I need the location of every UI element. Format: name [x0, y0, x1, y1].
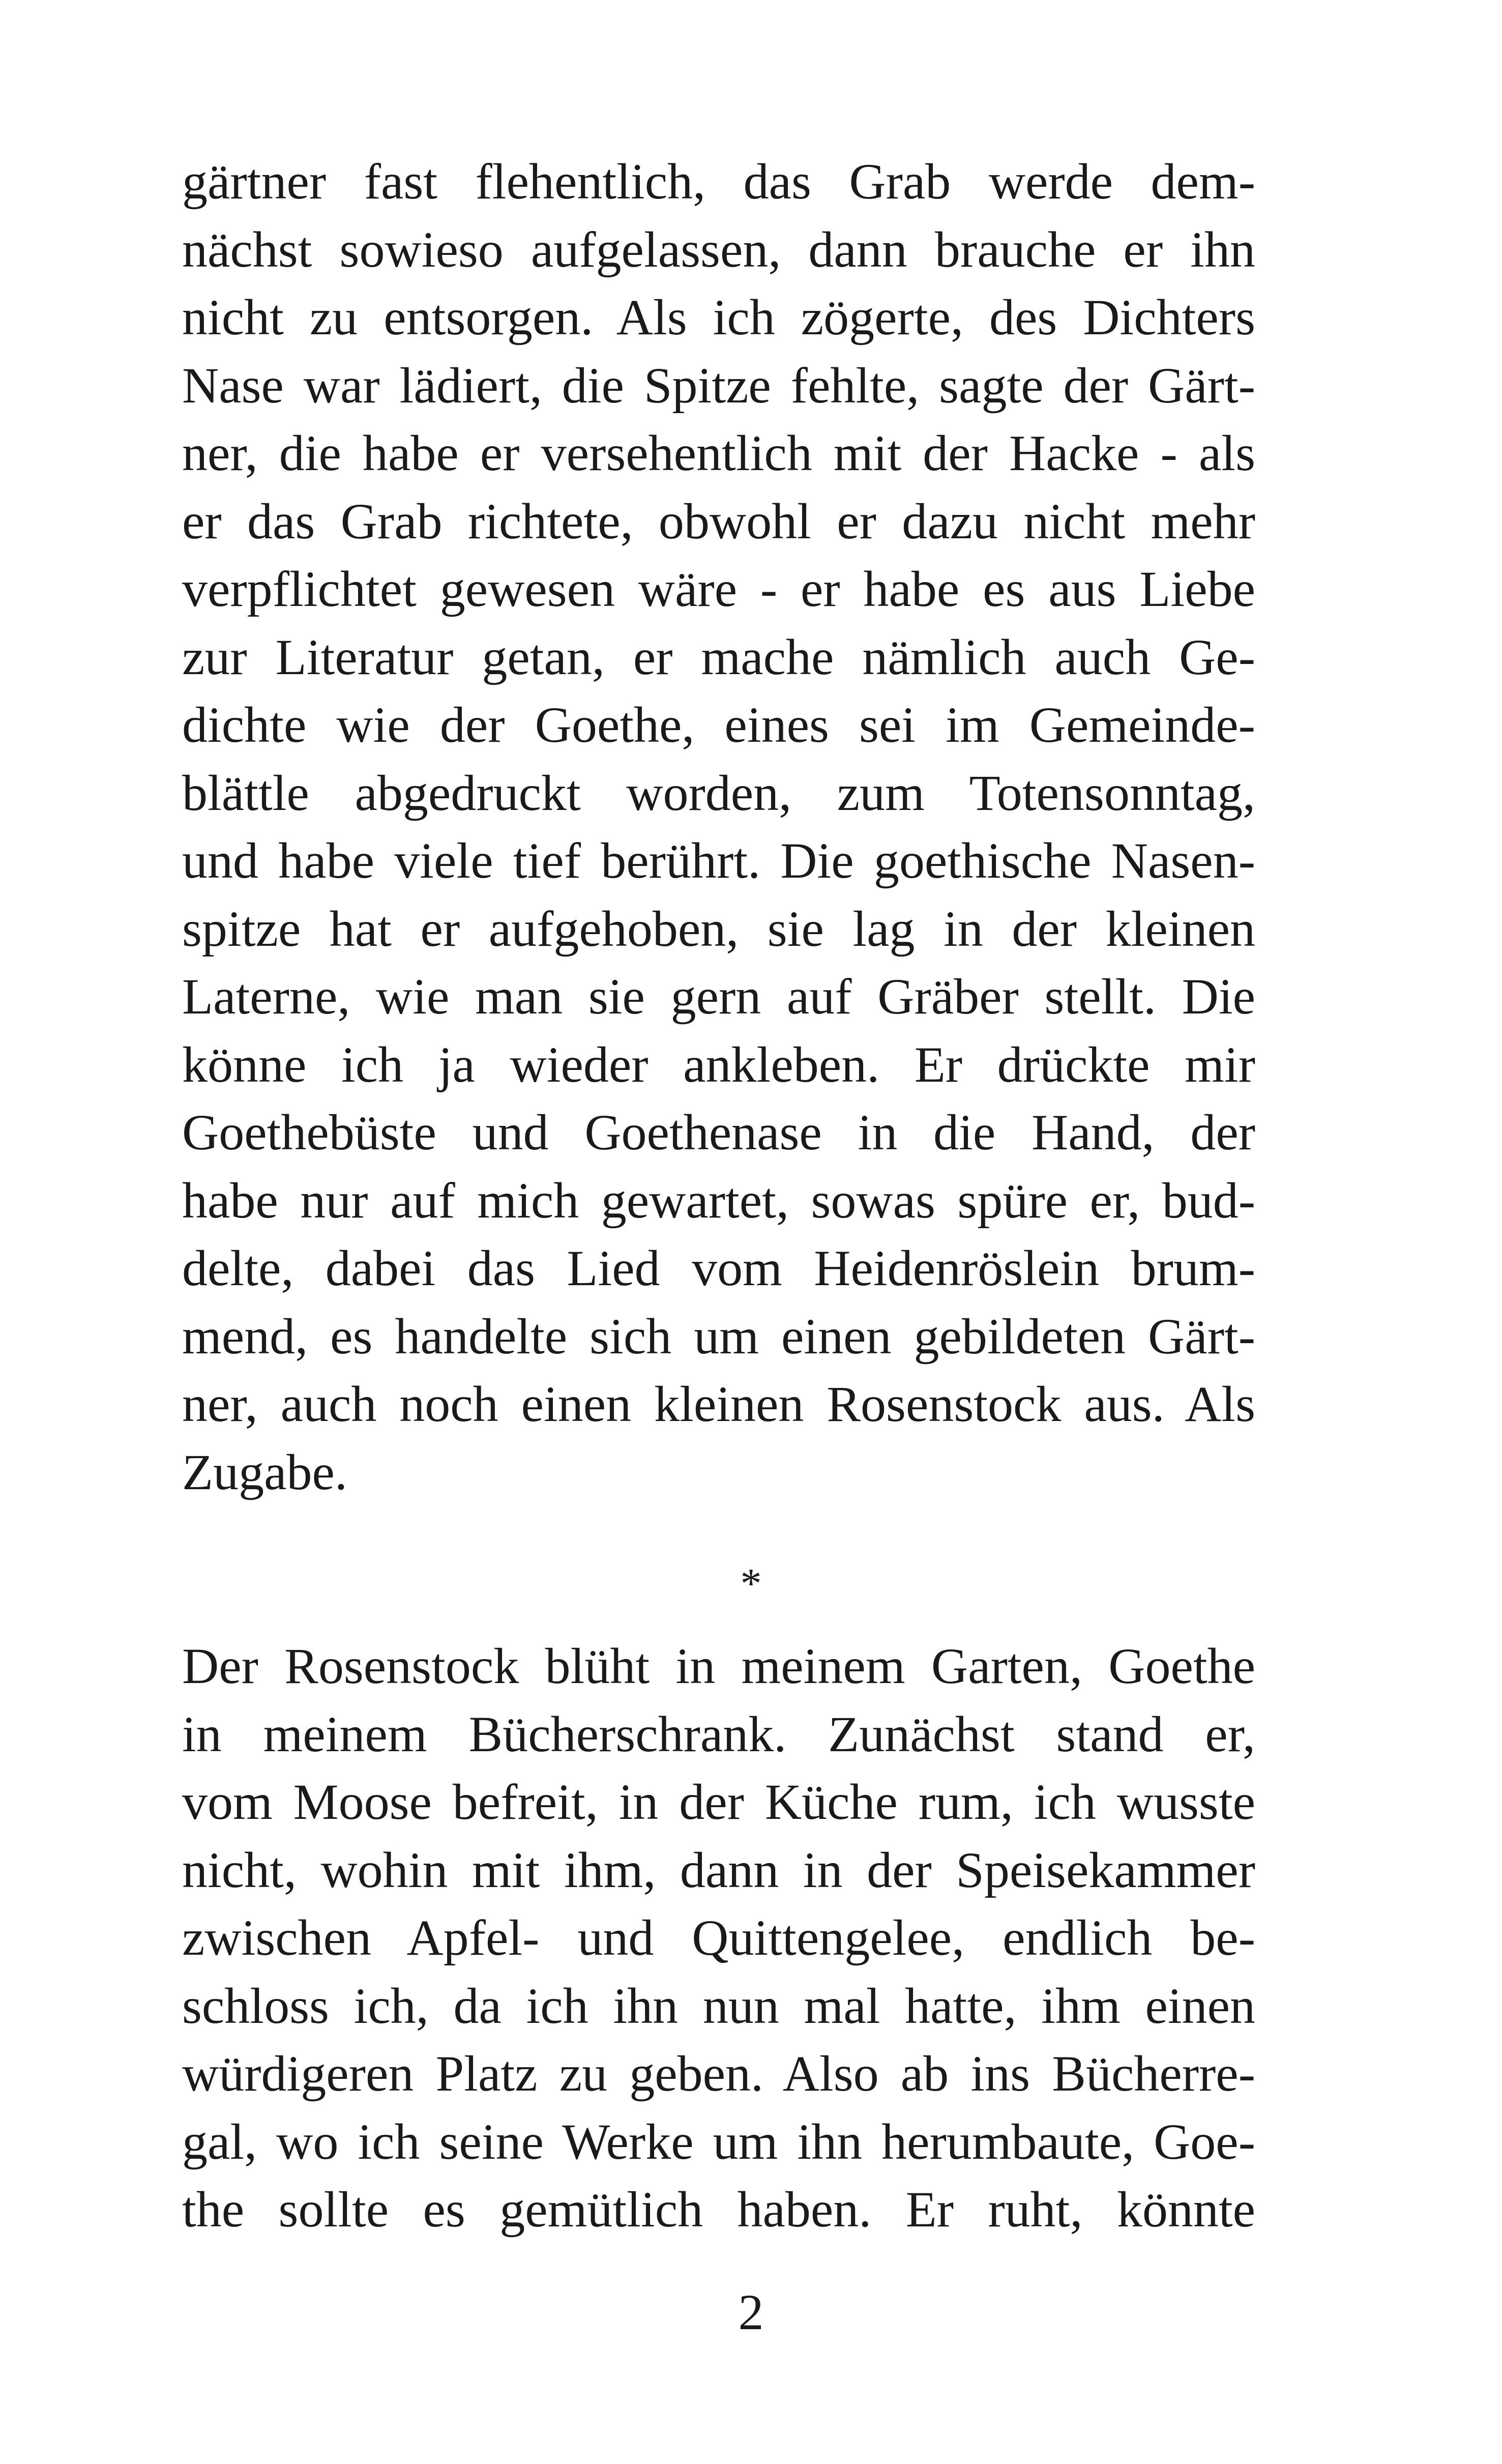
page-number: 2 [738, 2284, 764, 2340]
text-line: gal, wo ich seine Werke um ihn herumbaute, Goe- [182, 2113, 1255, 2170]
text-line: Zugabe. [182, 1443, 347, 1500]
text-line: habe nur auf mich gewartet, sowas spüre er, bud- [182, 1172, 1255, 1229]
text-line: Laterne, wie man sie gern auf Gräber stellt. Die [182, 968, 1255, 1025]
text-line: gärtner fast flehentlich, das Grab werde dem- [182, 153, 1255, 210]
text-line: spitze hat er aufgehoben, sie lag in der kleinen [182, 900, 1255, 957]
text-line: vom Moose befreit, in der Küche rum, ich wusste [182, 1774, 1255, 1830]
text-line: zur Literatur getan, er mache nämlich auch Ge- [182, 628, 1255, 685]
text-line: delte, dabei das Lied vom Heidenröslein brum- [182, 1240, 1255, 1296]
text-line: verpflichtet gewesen wäre - er habe es aus Liebe [182, 561, 1255, 617]
text-line: the sollte es gemütlich haben. Er ruht, könnte [182, 2181, 1255, 2238]
text-line: Nase war lädiert, die Spitze fehlte, sagte der Gärt- [182, 357, 1255, 414]
paragraph-1 [182, 148, 1255, 1506]
text-line: schloss ich, da ich ihn nun mal hatte, ihm einen [182, 1977, 1255, 2034]
text-line: Der Rosenstock blüht in meinem Garten, Goethe [182, 1638, 1255, 1694]
text-line: Goethebüste und Goethenase in die Hand, der [182, 1104, 1255, 1161]
text-line: ner, die habe er versehentlich mit der Hacke - als [182, 425, 1255, 481]
text-line: und habe viele tief berührt. Die goethische Nasen- [182, 832, 1255, 889]
text-line: blättle abgedruckt worden, zum Totensonntag, [182, 764, 1255, 821]
text-line: nicht, wohin mit ihm, dann in der Speisekammer [182, 1841, 1255, 1898]
text-line: würdigeren Platz zu geben. Also ab ins Bücherre- [182, 2045, 1255, 2102]
text-line: er das Grab richtete, obwohl er dazu nicht mehr [182, 492, 1255, 549]
text-line: in meinem Bücherschrank. Zunächst stand er, [182, 1705, 1255, 1762]
text-line: nicht zu entsorgen. Als ich zögerte, des Dichters [182, 289, 1255, 345]
section-separator: * [740, 1560, 762, 1607]
paragraph-2 [182, 1632, 1255, 2244]
text-line: mend, es handelte sich um einen gebildeten Gärt- [182, 1308, 1255, 1365]
text-line: dichte wie der Goethe, eines sei im Gemeinde- [182, 697, 1255, 753]
text-line: nächst sowieso aufgelassen, dann brauche er ihn [182, 221, 1255, 278]
text-line: könne ich ja wieder ankleben. Er drückte mir [182, 1036, 1255, 1093]
text-line: zwischen Apfel- und Quittengelee, endlich be- [182, 1909, 1255, 1966]
text-line: ner, auch noch einen kleinen Rosenstock aus. Als [182, 1376, 1255, 1432]
